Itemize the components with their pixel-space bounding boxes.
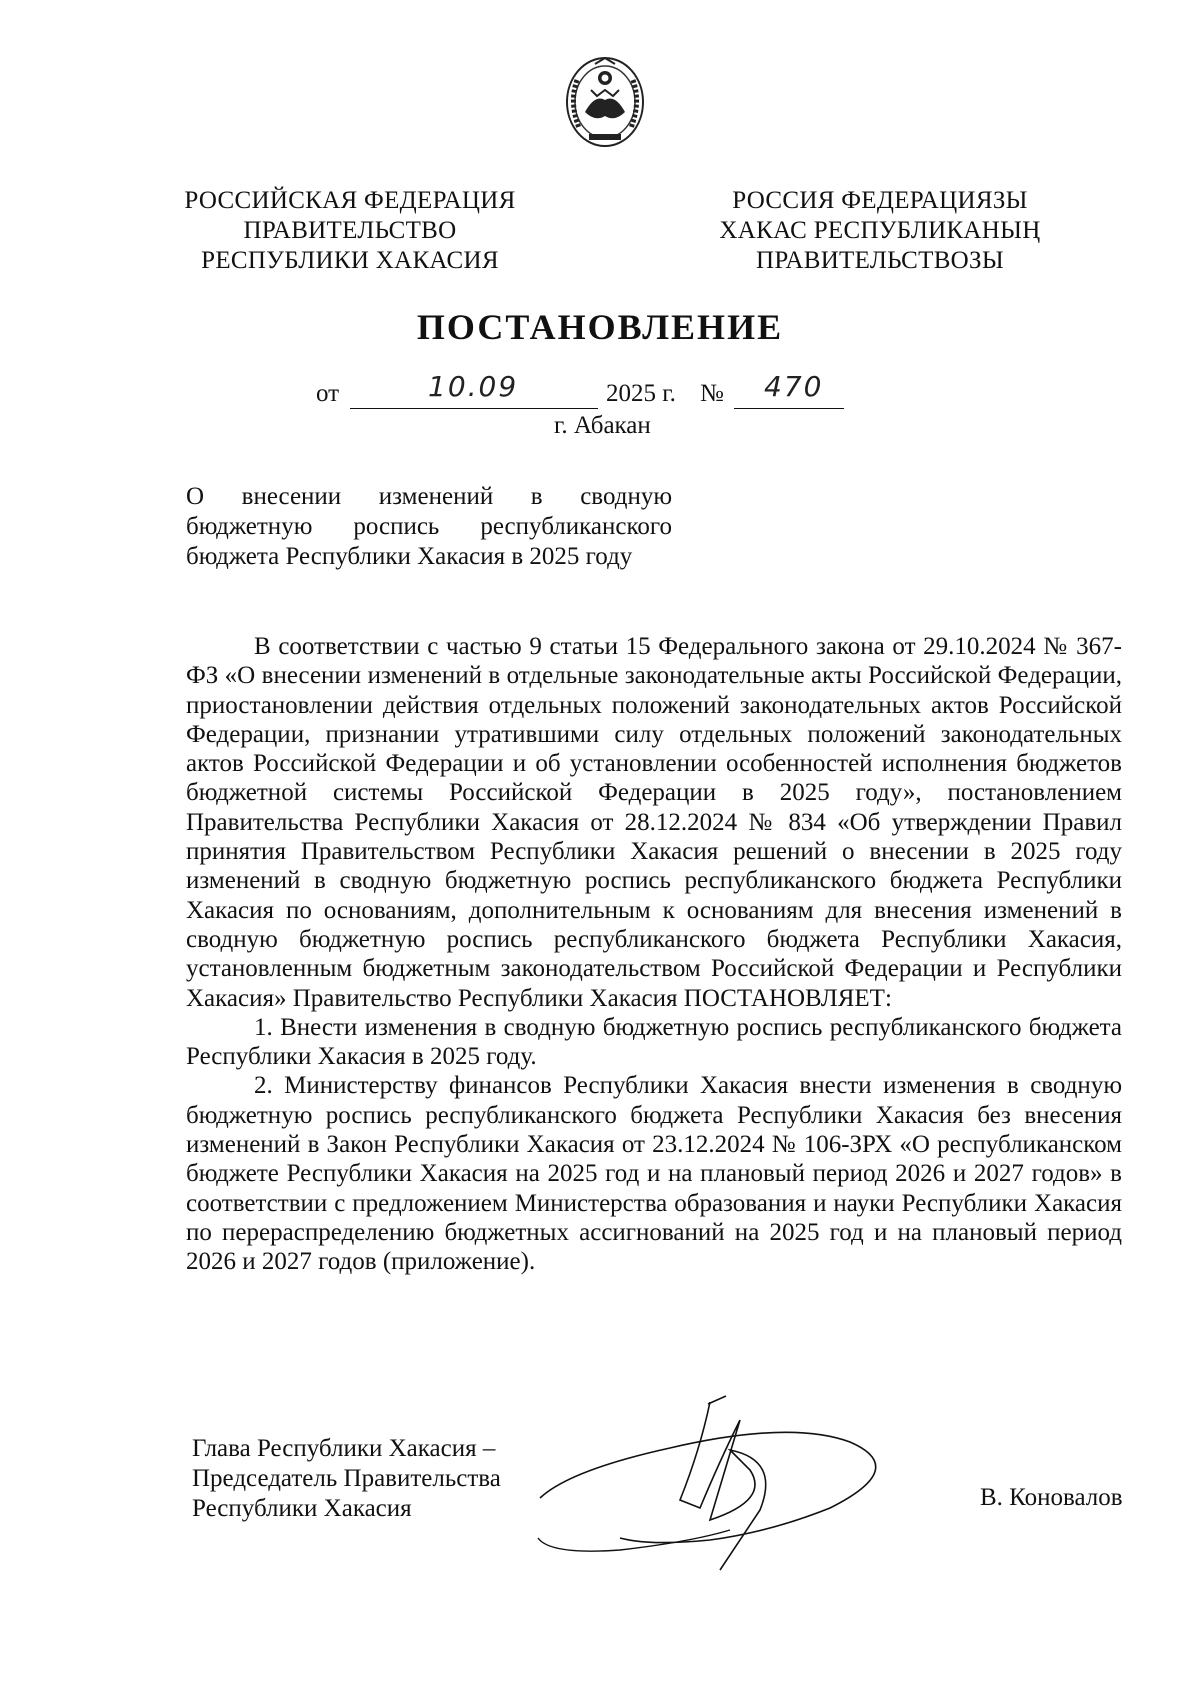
body-paragraph-item-1: 1. Внести изменения в сводную бюджетную роспись республиканского бюджета Республики Хакасия в 2025 году.: [186, 1013, 1122, 1071]
from-label: от: [316, 380, 340, 407]
document-type-title: ПОСТАНОВЛЕНИЕ: [416, 307, 784, 347]
number-label: №: [700, 380, 724, 407]
signer-position-line-3: Республики Хакасия: [192, 1495, 412, 1522]
year-label: 2025 г.: [606, 380, 676, 407]
city-label: г. Абакан: [554, 412, 651, 439]
body-paragraph-preamble: В соответствии с частью 9 статьи 15 Федерального закона от 29.10.2024 № 367-ФЗ «О внесении изменений в отдельные законодательные акты Российской Федерации, приостановлении действия отдельных положений законодательных актов Российской Федерации, признании утратившими силу отдельных положений законодательных актов Российской Федерации и об установлении особенностей исполнения бюджетов бюджетной системы Российской Федерации в 2025 году», постановлением Правительства Республики Хакасия от 28.12.2024 № 834 «Об утверждении Правил принятия Правительством Республики Хакасия решений о внесении в 2025 году изменений в сводную бюджетную роспись республиканского бюджета Республики Хакасия по основаниям, дополнительным к основаниям для внесения изменений в сводную бюджетную роспись республиканского бюджета Республики Хакасия, установленным бюджетным законодательством Российской Федерации и Республики Хакасия» Правительство Республики Хакасия ПОСТАНОВЛЯЕТ:: [186, 633, 1122, 1012]
handwritten-date: 10.09: [428, 370, 519, 403]
header-right-line-1: РОССИЯ ФЕДЕРАЦИЯЗЫ: [732, 187, 1028, 214]
header-right-line-2: ХАКАС РЕСПУБЛИКАНЫҢ: [719, 217, 1041, 244]
signer-position: [192, 1434, 501, 1524]
date-number-line: [316, 372, 916, 412]
subject-line-2: бюджетную роспись республиканского: [186, 513, 672, 540]
body-paragraph-item-2: 2. Министерству финансов Республики Хакасия внести изменения в сводную бюджетную роспись республиканского бюджета Республики Хакасия без внесения изменений в Закон Республики Хакасия от 23.12.2024 № 106-ЗРХ «О республиканском бюджете Республики Хакасия на 2025 год и на плановый период 2026 и 2027 годов» в соответствии с предложением Министерства образования и науки Республики Хакасия по перераспределению бюджетных ассигнований на 2025 год и на плановый период 2026 и 2027 годов (приложение).: [186, 1072, 1122, 1276]
header-khakas: [680, 186, 1080, 276]
signer-position-line-1: Глава Республики Хакасия –: [192, 1435, 496, 1462]
header-left-line-1: РОССИЙСКАЯ ФЕДЕРАЦИЯ: [184, 187, 516, 214]
signer-name: В. Коновалов: [980, 1484, 1123, 1511]
handwritten-number: 470: [764, 370, 824, 403]
header-right-line-3: ПРАВИТЕЛЬСТВОЗЫ: [756, 247, 1004, 274]
document-body: [186, 632, 1122, 1277]
signer-position-line-2: Председатель Правительства: [192, 1465, 501, 1492]
header-russian: [160, 186, 540, 276]
header-left-line-2: ПРАВИТЕЛЬСТВО: [243, 217, 457, 244]
subject-line-1: О внесении изменений в сводную: [186, 483, 672, 510]
document-subject: [186, 482, 672, 572]
date-underline: [350, 408, 598, 409]
number-underline: [734, 408, 844, 409]
header-left-line-3: РЕСПУБЛИКИ ХАКАСИЯ: [201, 247, 499, 274]
subject-line-3: бюджета Республики Хакасия в 2025 году: [186, 543, 633, 570]
coat-of-arms-emblem: [555, 50, 655, 150]
handwritten-signature: [530, 1390, 920, 1580]
